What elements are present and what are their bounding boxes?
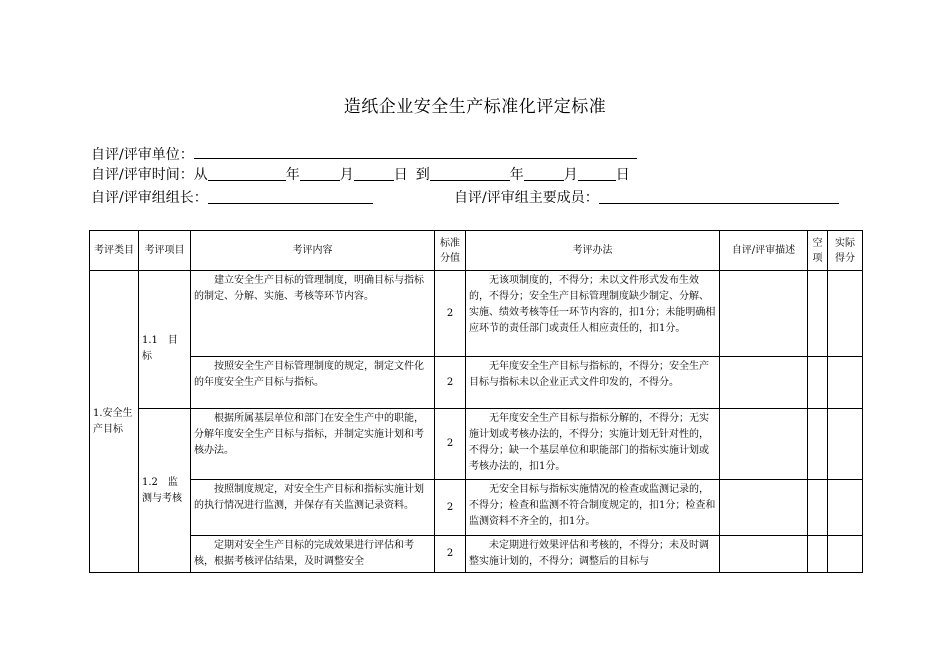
score-cell: 2 <box>435 271 466 357</box>
actual-score-cell[interactable] <box>828 357 863 409</box>
table-row <box>90 409 863 480</box>
leader-line <box>91 187 373 207</box>
content-cell: 根据所属基层单位和部门在安全生产中的职能，分解年度安全生产目标与指标，并制定实施计划和考核办法。 <box>191 409 435 480</box>
table-row <box>90 271 863 357</box>
unit-field[interactable] <box>194 143 637 159</box>
end-year-label: 年 <box>509 167 524 183</box>
header-empty: 空项 <box>808 231 828 271</box>
members-field[interactable] <box>599 189 839 204</box>
score-cell: 2 <box>435 357 466 409</box>
end-month-field[interactable] <box>524 166 564 181</box>
empty-cell[interactable] <box>808 409 828 480</box>
method-cell: 无年度安全生产目标与指标分解的，不得分；无实施计划或考核办法的，不得分；实施计划无针对性的，不得分；缺一个基层单位和职能部门的指标实施计划或考核办法的，扣1分。 <box>466 409 720 480</box>
header-desc: 自评/评审描述 <box>720 231 808 271</box>
category-cell: 1.安全生产目标 <box>90 271 139 573</box>
empty-cell[interactable] <box>808 536 828 573</box>
content-cell: 按照制度规定，对安全生产目标和指标实施计划的执行情况进行监测，并保存有关监测记录资料。 <box>191 480 435 536</box>
method-cell: 未定期进行效果评估和考核的，不得分；未及时调整实施计划的，不得分；调整后的目标与 <box>466 536 720 573</box>
method-cell: 无安全目标与指标实施情况的检查或监测记录的，不得分；检查和监测不符合制度规定的，扣1分；检查和监测资料不齐全的，扣1分。 <box>466 480 720 536</box>
score-cell: 2 <box>435 409 466 480</box>
content-cell: 定期对安全生产目标的完成效果进行评估和考核，根据考核评估结果，及时调整安全 <box>191 536 435 573</box>
table-row <box>90 357 863 409</box>
time-line <box>91 164 630 184</box>
actual-score-cell[interactable] <box>828 409 863 480</box>
empty-cell[interactable] <box>808 357 828 409</box>
start-day-label: 日 <box>393 167 408 183</box>
start-year-field[interactable] <box>208 166 286 181</box>
score-cell: 2 <box>435 536 466 573</box>
end-year-field[interactable] <box>430 166 510 181</box>
start-year-label: 年 <box>285 167 300 183</box>
end-day-field[interactable] <box>578 166 616 181</box>
desc-cell[interactable] <box>720 480 808 536</box>
score-cell: 2 <box>435 480 466 536</box>
header-method: 考评办法 <box>466 231 720 271</box>
desc-cell[interactable] <box>720 357 808 409</box>
desc-cell[interactable] <box>720 536 808 573</box>
start-month-field[interactable] <box>300 166 340 181</box>
evaluation-table <box>89 230 863 573</box>
to-label: 到 <box>415 167 430 183</box>
header-category: 考评类目 <box>90 231 139 271</box>
content-cell: 按照安全生产目标管理制度的规定，制定文件化的年度安全生产目标与指标。 <box>191 357 435 409</box>
item-cell-target: 1.1 目标 <box>139 271 191 409</box>
document-title: 造纸企业安全生产标准化评定标准 <box>343 97 607 117</box>
content-cell: 建立安全生产目标的管理制度，明确目标与指标的制定、分解、实施、考核等环节内容。 <box>191 271 435 357</box>
header-score: 标准分值 <box>435 231 466 271</box>
leader-field[interactable] <box>208 189 373 204</box>
table-row <box>90 536 863 573</box>
start-day-field[interactable] <box>354 166 394 181</box>
actual-score-cell[interactable] <box>828 536 863 573</box>
header-actual: 实际得分 <box>828 231 863 271</box>
empty-cell[interactable] <box>808 480 828 536</box>
end-day-label: 日 <box>615 167 630 183</box>
members-line <box>454 187 839 207</box>
leader-label: 自评/评审组组长： <box>91 190 208 206</box>
unit-line <box>91 143 637 164</box>
actual-score-cell[interactable] <box>828 480 863 536</box>
item-cell-monitoring: 1.2 监测与考核 <box>139 409 191 573</box>
members-label: 自评/评审组主要成员： <box>454 190 599 206</box>
time-label: 自评/评审时间：从 <box>91 167 208 183</box>
desc-cell[interactable] <box>720 409 808 480</box>
table-row <box>90 480 863 536</box>
method-cell: 无该项制度的，不得分；未以文件形式发布生效的，不得分；安全生产目标管理制度缺少制定、分解、实施、绩效考核等任一环节内容的，扣1分；未能明确相应环节的责任部门或责任人相应责任的，扣1分。 <box>466 271 720 357</box>
method-cell: 无年度安全生产目标与指标的，不得分；安全生产目标与指标未以企业正式文件印发的，不得分。 <box>466 357 720 409</box>
desc-cell[interactable] <box>720 271 808 357</box>
start-month-label: 月 <box>339 167 354 183</box>
actual-score-cell[interactable] <box>828 271 863 357</box>
header-content: 考评内容 <box>191 231 435 271</box>
empty-cell[interactable] <box>808 271 828 357</box>
header-item: 考评项目 <box>139 231 191 271</box>
header-row <box>90 231 863 271</box>
end-month-label: 月 <box>563 167 578 183</box>
unit-label: 自评/评审单位： <box>91 147 194 163</box>
